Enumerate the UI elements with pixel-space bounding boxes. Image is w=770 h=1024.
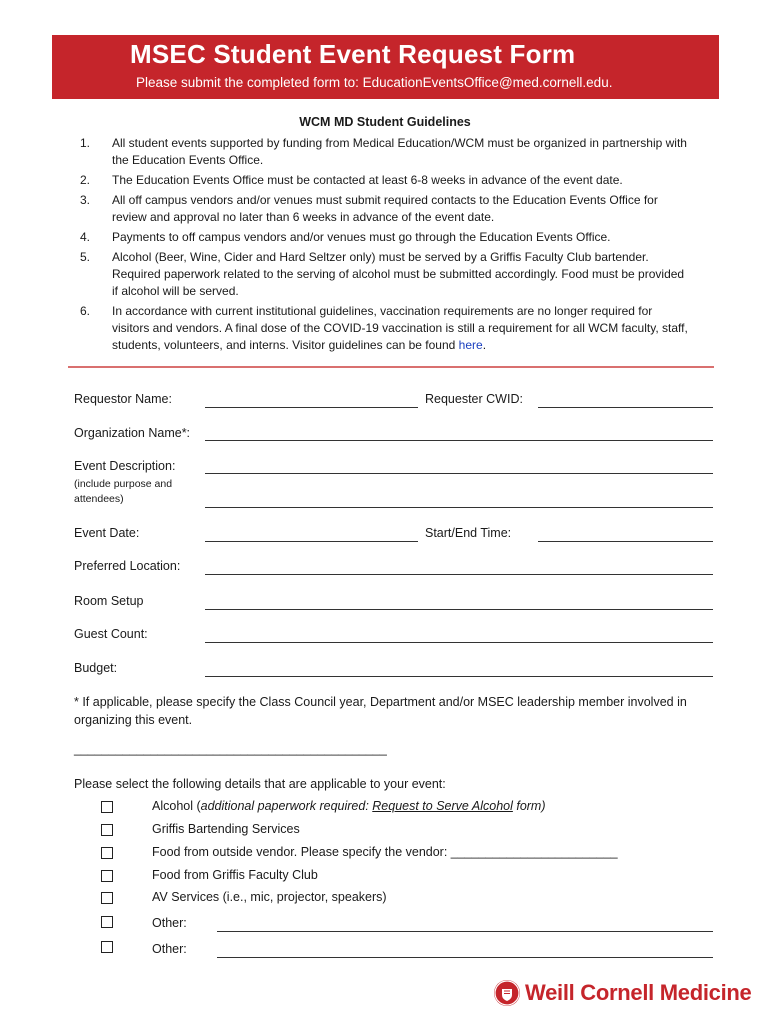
- requester-cwid-label: Requester CWID:: [425, 392, 523, 406]
- guideline-text: Alcohol (Beer, Wine, Cider and Hard Seltzer only) must be served by a Griffis Faculty Club bartender. Required paperwork related to the serving of alcohol must be submitted accordingly. Food must be provided if alcohol will be served.: [112, 250, 685, 298]
- other-checkbox-2[interactable]: [101, 941, 113, 953]
- budget-field[interactable]: [205, 676, 713, 677]
- options-intro: Please select the following details that are applicable to your event:: [74, 777, 446, 791]
- visitor-guidelines-link[interactable]: here: [458, 338, 483, 352]
- guest-count-label: Guest Count:: [74, 627, 148, 641]
- event-description-field-line2[interactable]: [205, 507, 713, 508]
- seal-icon: [494, 980, 520, 1006]
- guideline-number: 6.: [80, 304, 91, 318]
- event-description-field-line1[interactable]: [205, 473, 713, 474]
- alcohol-paperwork-note: additional paperwork required:: [200, 799, 373, 813]
- weill-cornell-logo: [494, 980, 756, 1010]
- organization-name-field[interactable]: [205, 440, 713, 441]
- guideline-item: [80, 135, 690, 169]
- alcohol-suffix: form): [512, 799, 546, 813]
- event-date-label: Event Date:: [74, 526, 140, 540]
- av-services-checkbox[interactable]: [101, 892, 113, 904]
- guideline-text: All off campus vendors and/or venues must submit required contacts to the Education Events Office for review and approval no later than 6 weeks in advance of the event date.: [112, 193, 658, 224]
- guest-count-field[interactable]: [205, 642, 713, 643]
- guideline-item: [80, 192, 690, 226]
- section-divider: [68, 366, 714, 368]
- guideline-number: 5.: [80, 250, 91, 264]
- guideline-number: 4.: [80, 230, 91, 244]
- griffis-food-checkbox[interactable]: [101, 870, 113, 882]
- alcohol-option-label: [152, 799, 546, 813]
- event-date-field[interactable]: [205, 541, 418, 542]
- room-setup-field[interactable]: [205, 609, 713, 610]
- header-banner: [52, 35, 719, 99]
- griffis-bartending-checkbox[interactable]: [101, 824, 113, 836]
- room-setup-label: Room Setup: [74, 594, 144, 608]
- griffis-food-label: Food from Griffis Faculty Club: [152, 868, 318, 882]
- guideline-text: Payments to off campus vendors and/or venues must go through the Education Events Office.: [112, 230, 611, 244]
- preferred-location-label: Preferred Location:: [74, 559, 181, 573]
- guideline-text: The Education Events Office must be contacted at least 6-8 weeks in advance of the event date.: [112, 173, 623, 187]
- requester-cwid-field[interactable]: [538, 407, 713, 408]
- guidelines-list: [80, 135, 690, 357]
- guidelines-title: WCM MD Student Guidelines: [299, 115, 471, 129]
- guideline-text: All student events supported by funding from Medical Education/WCM must be organized in partnership with the Education Events Office.: [112, 136, 687, 167]
- organizer-note: * If applicable, please specify the Class Council year, Department and/or MSEC leadership member involved in organizing this event.: [74, 695, 687, 727]
- logo-text: Weill Cornell Medicine: [525, 980, 752, 1005]
- requestor-name-field[interactable]: [205, 407, 418, 408]
- alcohol-checkbox[interactable]: [101, 801, 113, 813]
- organization-name-label: Organization Name*:: [74, 426, 191, 440]
- event-description-label: Event Description:: [74, 459, 176, 473]
- outside-vendor-label: Food from outside vendor. Please specify the vendor: ________________________: [152, 845, 618, 859]
- form-title: MSEC Student Event Request Form: [130, 39, 576, 69]
- av-services-label: AV Services (i.e., mic, projector, speakers): [152, 890, 387, 904]
- other-checkbox-1[interactable]: [101, 916, 113, 928]
- guideline-item: [80, 303, 690, 354]
- guideline-item: [80, 249, 690, 300]
- guideline-text: In accordance with current institutional guidelines, vaccination requirements are no longer required for visitors and vendors. A final dose of the COVID-19 vaccination is still a requirement for all WCM faculty, staff, students, volunteers, and interns. Visitor guidelines can be found: [112, 304, 688, 352]
- other-field-1[interactable]: [217, 931, 713, 932]
- other-field-2[interactable]: [217, 957, 713, 958]
- griffis-bartending-label: Griffis Bartending Services: [152, 822, 300, 836]
- alcohol-prefix: Alcohol (: [152, 799, 201, 813]
- start-end-time-field[interactable]: [538, 541, 713, 542]
- guideline-number: 1.: [80, 136, 91, 150]
- guideline-item: [80, 172, 690, 189]
- other-label-2: Other:: [152, 942, 187, 956]
- other-label-1: Other:: [152, 916, 187, 930]
- guideline-item: [80, 229, 690, 246]
- guideline-number: 3.: [80, 193, 91, 207]
- outside-vendor-checkbox[interactable]: [101, 847, 113, 859]
- budget-label: Budget:: [74, 661, 118, 675]
- guideline-text-end: .: [482, 338, 487, 352]
- form-subtitle: Please submit the completed form to: EducationEventsOffice@med.cornell.edu.: [136, 75, 613, 90]
- start-end-time-label: Start/End Time:: [425, 526, 512, 540]
- request-to-serve-alcohol-link[interactable]: Request to Serve Alcohol: [372, 799, 513, 813]
- organizer-signature-line[interactable]: _____________________________________________: [74, 742, 387, 756]
- event-description-hint: (include purpose and attendees): [74, 478, 173, 505]
- preferred-location-field[interactable]: [205, 574, 713, 575]
- requestor-name-label: Requestor Name:: [74, 392, 172, 406]
- guideline-number: 2.: [80, 173, 91, 187]
